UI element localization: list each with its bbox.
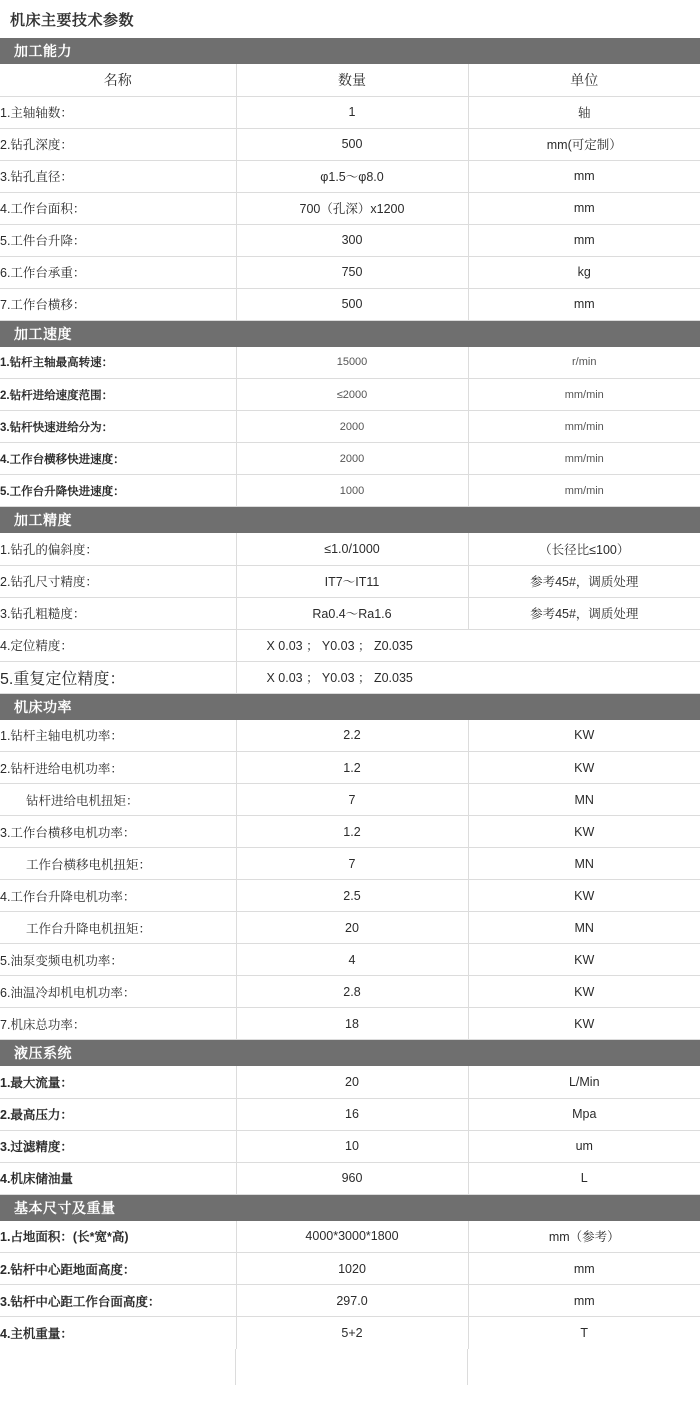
row-value-quantity: 4	[236, 944, 468, 976]
column-header-unit: 单位	[468, 64, 700, 96]
row-label: 6.油温冷却机电机功率：	[0, 976, 236, 1008]
tail-cell-name	[0, 1349, 236, 1385]
row-value-unit: mm/min	[468, 411, 700, 443]
row-label: 4.工作台横移快进速度：	[0, 443, 236, 475]
row-label: 7.机床总功率：	[0, 1008, 236, 1040]
row-label: 1.钻杆主轴最高转速：	[0, 347, 236, 379]
row-value-unit: 参考45#，调质处理	[468, 565, 700, 597]
table-row	[0, 1066, 700, 1098]
table-row	[0, 720, 700, 752]
table-row	[0, 976, 700, 1008]
row-value-quantity: 960	[236, 1162, 468, 1194]
row-label: 2.钻杆进给速度范围：	[0, 379, 236, 411]
row-value-quantity: 500	[236, 288, 468, 320]
table-row	[0, 192, 700, 224]
row-label: 4.机床储油量	[0, 1162, 236, 1194]
table-row	[0, 944, 700, 976]
row-value-unit: 轴	[468, 96, 700, 128]
table-row	[0, 752, 700, 784]
row-value-unit: mm	[468, 224, 700, 256]
table-row	[0, 1253, 700, 1285]
row-value-quantity: 1.2	[236, 752, 468, 784]
row-value-quantity: Ra0.4～Ra1.6	[236, 597, 468, 629]
row-value-unit: mm/min	[468, 443, 700, 475]
row-label: 2.钻孔尺寸精度：	[0, 565, 236, 597]
row-value-quantity: 297.0	[236, 1285, 468, 1317]
row-label: 工作台升降电机扭矩：	[0, 912, 236, 944]
table-row	[0, 256, 700, 288]
row-value-unit: KW	[468, 976, 700, 1008]
tail-cell-unit	[468, 1349, 700, 1385]
table-row	[0, 288, 700, 320]
row-value-unit: mm	[468, 1285, 700, 1317]
row-value-quantity: 7	[236, 784, 468, 816]
row-value-unit: L/Min	[468, 1066, 700, 1098]
table-row	[0, 533, 700, 565]
row-label: 5.工件台升降：	[0, 224, 236, 256]
table-row	[0, 160, 700, 192]
table-row	[0, 848, 700, 880]
section-header: 加工精度	[0, 507, 700, 533]
table-row	[0, 784, 700, 816]
row-value-quantity: 2000	[236, 411, 468, 443]
table-row	[0, 1162, 700, 1194]
row-label: 3.过滤精度：	[0, 1130, 236, 1162]
row-label: 6.工作台承重：	[0, 256, 236, 288]
row-value-quantity: 7	[236, 848, 468, 880]
row-label: 4.工作台面积：	[0, 192, 236, 224]
row-value-unit: mm（参考）	[468, 1221, 700, 1253]
row-value-unit: um	[468, 1130, 700, 1162]
row-value-quantity: 700（孔深）x1200	[236, 192, 468, 224]
row-label: 7.工作台横移：	[0, 288, 236, 320]
row-label: 4.主机重量：	[0, 1317, 236, 1349]
row-value-quantity: 1.2	[236, 816, 468, 848]
table-row	[0, 475, 700, 507]
table-row	[0, 379, 700, 411]
row-label: 1.主轴轴数：	[0, 96, 236, 128]
row-value-quantity: ≤1.0/1000	[236, 533, 468, 565]
row-label: 工作台横移电机扭矩：	[0, 848, 236, 880]
row-value-unit: MN	[468, 848, 700, 880]
row-label: 3.钻孔直径：	[0, 160, 236, 192]
spec-table	[0, 64, 700, 321]
table-row	[0, 128, 700, 160]
table-row	[0, 1221, 700, 1253]
spec-table	[0, 1066, 700, 1195]
row-label: 2.钻杆进给电机功率：	[0, 752, 236, 784]
row-label: 1.钻杆主轴电机功率：	[0, 720, 236, 752]
row-value-quantity: 2000	[236, 443, 468, 475]
row-value-quantity: 2.2	[236, 720, 468, 752]
row-label: 2.最高压力：	[0, 1098, 236, 1130]
row-value-unit: kg	[468, 256, 700, 288]
row-value-quantity: 1020	[236, 1253, 468, 1285]
row-value-quantity: 4000*3000*1800	[236, 1221, 468, 1253]
row-label: 5.工作台升降快进速度：	[0, 475, 236, 507]
table-row	[0, 1008, 700, 1040]
row-value-wide: X 0.03 ； Y0.03 ； Z0.035	[236, 661, 700, 693]
row-value-quantity: 16	[236, 1098, 468, 1130]
row-value-unit: mm	[468, 288, 700, 320]
column-header-qty: 数量	[236, 64, 468, 96]
section-header: 加工能力	[0, 38, 700, 64]
sections-container	[0, 38, 700, 1349]
row-value-unit: L	[468, 1162, 700, 1194]
row-value-unit: （长径比≤100）	[468, 533, 700, 565]
row-value-quantity: 2.8	[236, 976, 468, 1008]
row-label: 1.最大流量：	[0, 1066, 236, 1098]
column-header-name: 名称	[0, 64, 236, 96]
spec-table	[0, 533, 700, 694]
row-value-quantity: 15000	[236, 347, 468, 379]
row-value-unit: mm/min	[468, 379, 700, 411]
row-value-unit: T	[580, 1325, 589, 1340]
table-row	[0, 411, 700, 443]
row-value-quantity: φ1.5～φ8.0	[236, 160, 468, 192]
row-label: 3.钻杆中心距工作台面高度：	[0, 1285, 236, 1317]
row-value-quantity: 500	[236, 128, 468, 160]
section-header: 基本尺寸及重量	[0, 1195, 700, 1221]
row-value-unit: KW	[468, 880, 700, 912]
row-label: 4.工作台升降电机功率：	[0, 880, 236, 912]
row-label: 2.钻孔深度：	[0, 128, 236, 160]
row-label: 3.钻杆快速进给分为：	[0, 411, 236, 443]
row-value-unit: mm(可定制）	[468, 128, 700, 160]
row-value-quantity: 10	[236, 1130, 468, 1162]
row-label: 3.工作台横移电机功率：	[0, 816, 236, 848]
table-row	[0, 816, 700, 848]
row-value-unit: KW	[468, 1008, 700, 1040]
table-row	[0, 347, 700, 379]
row-value-quantity: 1	[236, 96, 468, 128]
table-tail-spacer	[0, 1349, 700, 1385]
page-title: 机床主要技术参数	[10, 12, 135, 29]
row-value-unit: mm	[468, 160, 700, 192]
spec-table	[0, 347, 700, 508]
row-value-quantity: 18	[236, 1008, 468, 1040]
table-row	[0, 1317, 700, 1349]
row-value-quantity: 750	[236, 256, 468, 288]
table-header-row	[0, 64, 700, 96]
row-value-unit: KW	[468, 944, 700, 976]
table-row	[0, 1130, 700, 1162]
row-value-quantity: 20	[236, 1066, 468, 1098]
row-value-wide: X 0.03 ； Y0.03 ； Z0.035	[236, 629, 700, 661]
row-value-quantity: 1000	[236, 475, 468, 507]
row-value-unit: mm	[468, 192, 700, 224]
row-label: 3.钻孔粗糙度：	[0, 597, 236, 629]
section-header: 加工速度	[0, 321, 700, 347]
table-row	[0, 565, 700, 597]
table-row	[0, 1285, 700, 1317]
row-value-unit: KW	[468, 816, 700, 848]
row-value-unit: KW	[468, 752, 700, 784]
row-value-quantity: 300	[236, 224, 468, 256]
table-row	[0, 912, 700, 944]
row-label: 钻杆进给电机扭矩：	[0, 784, 236, 816]
table-row	[0, 629, 700, 661]
section-header: 液压系统	[0, 1040, 700, 1066]
row-label: 1.钻孔的偏斜度：	[0, 533, 236, 565]
spec-table	[0, 1221, 700, 1349]
row-value-quantity: ≤2000	[236, 379, 468, 411]
table-row	[0, 597, 700, 629]
row-label: 5.重复定位精度：	[0, 661, 236, 693]
row-value-quantity: 2.5	[236, 880, 468, 912]
row-label: 1.占地面积：(长*宽*高)	[0, 1221, 236, 1253]
row-value-unit: MN	[468, 784, 700, 816]
row-value-unit: r/min	[468, 347, 700, 379]
row-value-quantity: IT7～IT11	[236, 565, 468, 597]
table-row	[0, 443, 700, 475]
row-value-unit: mm	[468, 1253, 700, 1285]
section-header: 机床功率	[0, 694, 700, 720]
table-row	[0, 224, 700, 256]
row-label: 4.定位精度：	[0, 629, 236, 661]
row-value-quantity: 5+2	[236, 1317, 468, 1349]
table-row	[0, 96, 700, 128]
table-row	[0, 661, 700, 693]
table-row	[0, 1098, 700, 1130]
spec-table	[0, 720, 700, 1041]
row-label: 2.钻杆中心距地面高度：	[0, 1253, 236, 1285]
row-value-unit: 参考45#，调质处理	[468, 597, 700, 629]
row-value-quantity: 20	[236, 912, 468, 944]
row-value-unit: Mpa	[468, 1098, 700, 1130]
tail-cell-qty	[236, 1349, 468, 1385]
row-value-unit: mm/min	[468, 475, 700, 507]
table-row	[0, 880, 700, 912]
row-value-unit: MN	[468, 912, 700, 944]
row-label: 5.油泵变频电机功率：	[0, 944, 236, 976]
row-value-unit: KW	[468, 720, 700, 752]
